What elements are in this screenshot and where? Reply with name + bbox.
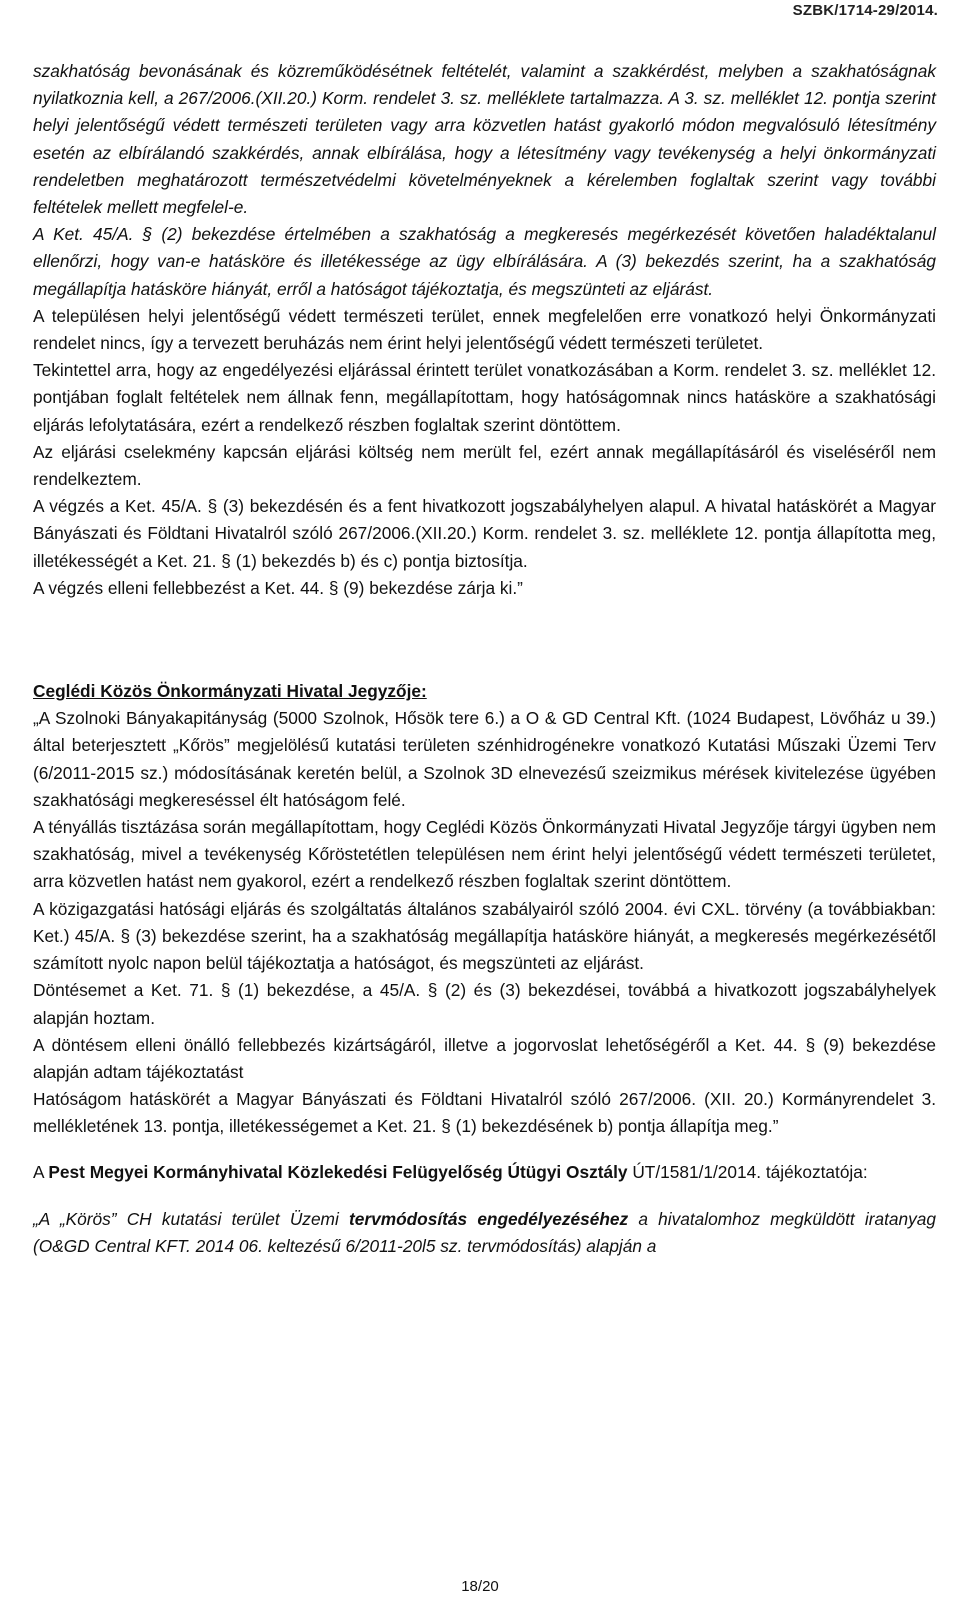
paragraph: A tényállás tisztázása során megállapítottam, hogy Ceglédi Közös Önkormányzati Hivatal Jegyzője tárgyi ügyben nem szakhatóság, mivel a tevékenység Kőröstetétlen településen nem érint helyi jelentőségű védett természeti területet, arra közvetlen hatást nem gyakorol, ezért a rendelkező részben foglaltak szerint döntöttem. bbox=[33, 817, 936, 892]
paragraph: Döntésemet a Ket. 71. § (1) bekezdése, a 45/A. § (2) és (3) bekezdései, továbbá a hivatkozott jogszabályhelyek alapján hoztam. bbox=[33, 980, 936, 1028]
reference-number: ÚT/1581/1/2014. tájékoztatója: bbox=[632, 1161, 868, 1182]
paragraph: Az eljárási cselekmény kapcsán eljárási költség nem merült fel, ezért annak megállapításáról és viseléséről nem rendelkeztem. bbox=[33, 441, 936, 490]
paragraph: A közigazgatási hatósági eljárás és szolgáltatás általános szabályairól szóló 2004. évi CXL. törvény (a továbbiakban: Ket.) 45/A. § (3) bekezdése szerint, ha a szakhatóság megállapítja hatásköre hiányát, a megkeresés megérkezésétől számított nyolc napon belül tájékoztatja a hatóságot, és megszünteti az eljárást. bbox=[33, 898, 936, 974]
paragraph: Hatóságom hatáskörét a Magyar Bányászati és Földtani Hivatalról szóló 267/2006. (XII. 20.) Kormányrendelet 3. mellékletének 13. pontja, illetékességemet a Ket. 21. § (1) bekezdésének b) pontja állapítja meg.” bbox=[33, 1089, 936, 1137]
spacer bbox=[33, 602, 936, 678]
paragraph: szakhatóság bevonásának és közreműködésétnek feltételét, valamint a szakkérdést, melyben a szakhatóságnak nyilatkoznia kell, a 267/2006.(XII.20.) Korm. rendelet 3. sz. melléklete tartalmazza. A 3. sz. melléklet 12. pontja szerint helyi jelentőségű védett természeti területen vagy arra közvetlen hatást gyakorló módon megvalósuló létesítmény esetén az elbírálandó szakkérdés, annak elbírálása, hogy a létesítmény vagy tevékenység a helyi önkormányzati rendeletben meghatározott természetvédelmi követelményeknek a kérelemben foglaltak szerint vagy további feltételek mellett megfelel-e. bbox=[33, 61, 936, 218]
authority-name: Pest Megyei Kormányhivatal Közlekedési Felügyelőség Útügyi Osztály bbox=[48, 1161, 628, 1182]
paragraph: A döntésem elleni önálló fellebbezés kizártságáról, illetve a jogorvoslat lehetőségéről a Ket. 44. § (9) bekezdése alapján adtam tájékoztatást bbox=[33, 1034, 936, 1082]
spacer bbox=[33, 1186, 936, 1206]
paragraph: A végzés a Ket. 45/A. § (3) bekezdésén és a fent hivatkozott jogszabályhelyen alapul. A hivatal hatáskörét a Magyar Bányászati és Földtani Hivatalról szóló 267/2006.(XII.20.) Korm. rendelet 3. sz. melléklete 12. pontja állapította meg, illetékességét a Ket. 21. § (1) bekezdés b) és c) pontja biztosítja. bbox=[33, 496, 936, 571]
intro-text: A bbox=[33, 1161, 44, 1182]
paragraph: „A Szolnoki Bányakapitányság (5000 Szolnok, Hősök tere 6.) a O & GD Central Kft. (1024 Budapest, Lövőház u 39.) által beterjesztett „Kőrös” megjelölésű kutatási területen szénhidrogénekre vonatkozó Kutatási Műszaki Üzemi Terv (6/2011-2015 sz.) módosításának keretén belül, a Szolnok 3D elnevezésű szeizmikus mérések kivitelezése ügyében szakhatósági megkereséssel élt hatóságom felé. bbox=[33, 708, 936, 810]
spacer bbox=[33, 1141, 936, 1159]
page-number: 18/20 bbox=[461, 1578, 499, 1595]
paragraph: A végzés elleni fellebbezést a Ket. 44. § (9) bekezdése zárja ki.” bbox=[33, 577, 523, 598]
paragraph: Tekintettel arra, hogy az engedélyezési eljárással érintett terület vonatkozásában a Korm. rendelet 3. sz. melléklet 12. pontjában foglalt feltételek nem állnak fenn, megállapítottam, hogy hatóságomnak nincs hatásköre a szakhatósági eljárás lefolytatására, ezért a rendelkező részben foglaltak szerint döntöttem. bbox=[33, 360, 936, 435]
paragraph: A Ket. 45/A. § (2) bekezdése értelmében a szakhatóság a megkeresés megérkezését követően haladéktalanul ellenőrzi, hogy van-e hatásköre és illetékessége az ügy elbírálására. A (3) bekezdés szerint, ha a szakhatóság megállapítja hatásköre hiányát, erről a hatóságot tájékoztatja, és megszünteti az eljárást. bbox=[33, 224, 936, 299]
document-id-header: SZBK/1714-29/2014. bbox=[792, 2, 938, 19]
section-heading: Ceglédi Közös Önkormányzati Hivatal Jegyzője: bbox=[33, 681, 427, 702]
quote-paragraph bbox=[33, 1206, 936, 1260]
quote-emphasis: tervmódosítás engedélyezéséhez bbox=[349, 1208, 629, 1229]
document-body bbox=[33, 58, 936, 1260]
paragraph: A településen helyi jelentőségű védett természeti terület, ennek megfelelően erre vonatkozó helyi Önkormányzati rendelet nincs, így a tervezett beruházás nem érint helyi jelentőségű védett természeti területet. bbox=[33, 305, 936, 354]
authority-paragraph bbox=[33, 1159, 936, 1186]
quote-end: a hivatalomhoz megküldött iratanyag (O&GD Central KFT. 2014 06. keltezésű 6/2011-20l5 sz. tervmódosítás) alapján a bbox=[33, 1208, 936, 1256]
quote-start: „A „Körös” CH kutatási terület Üzemi bbox=[33, 1208, 339, 1229]
